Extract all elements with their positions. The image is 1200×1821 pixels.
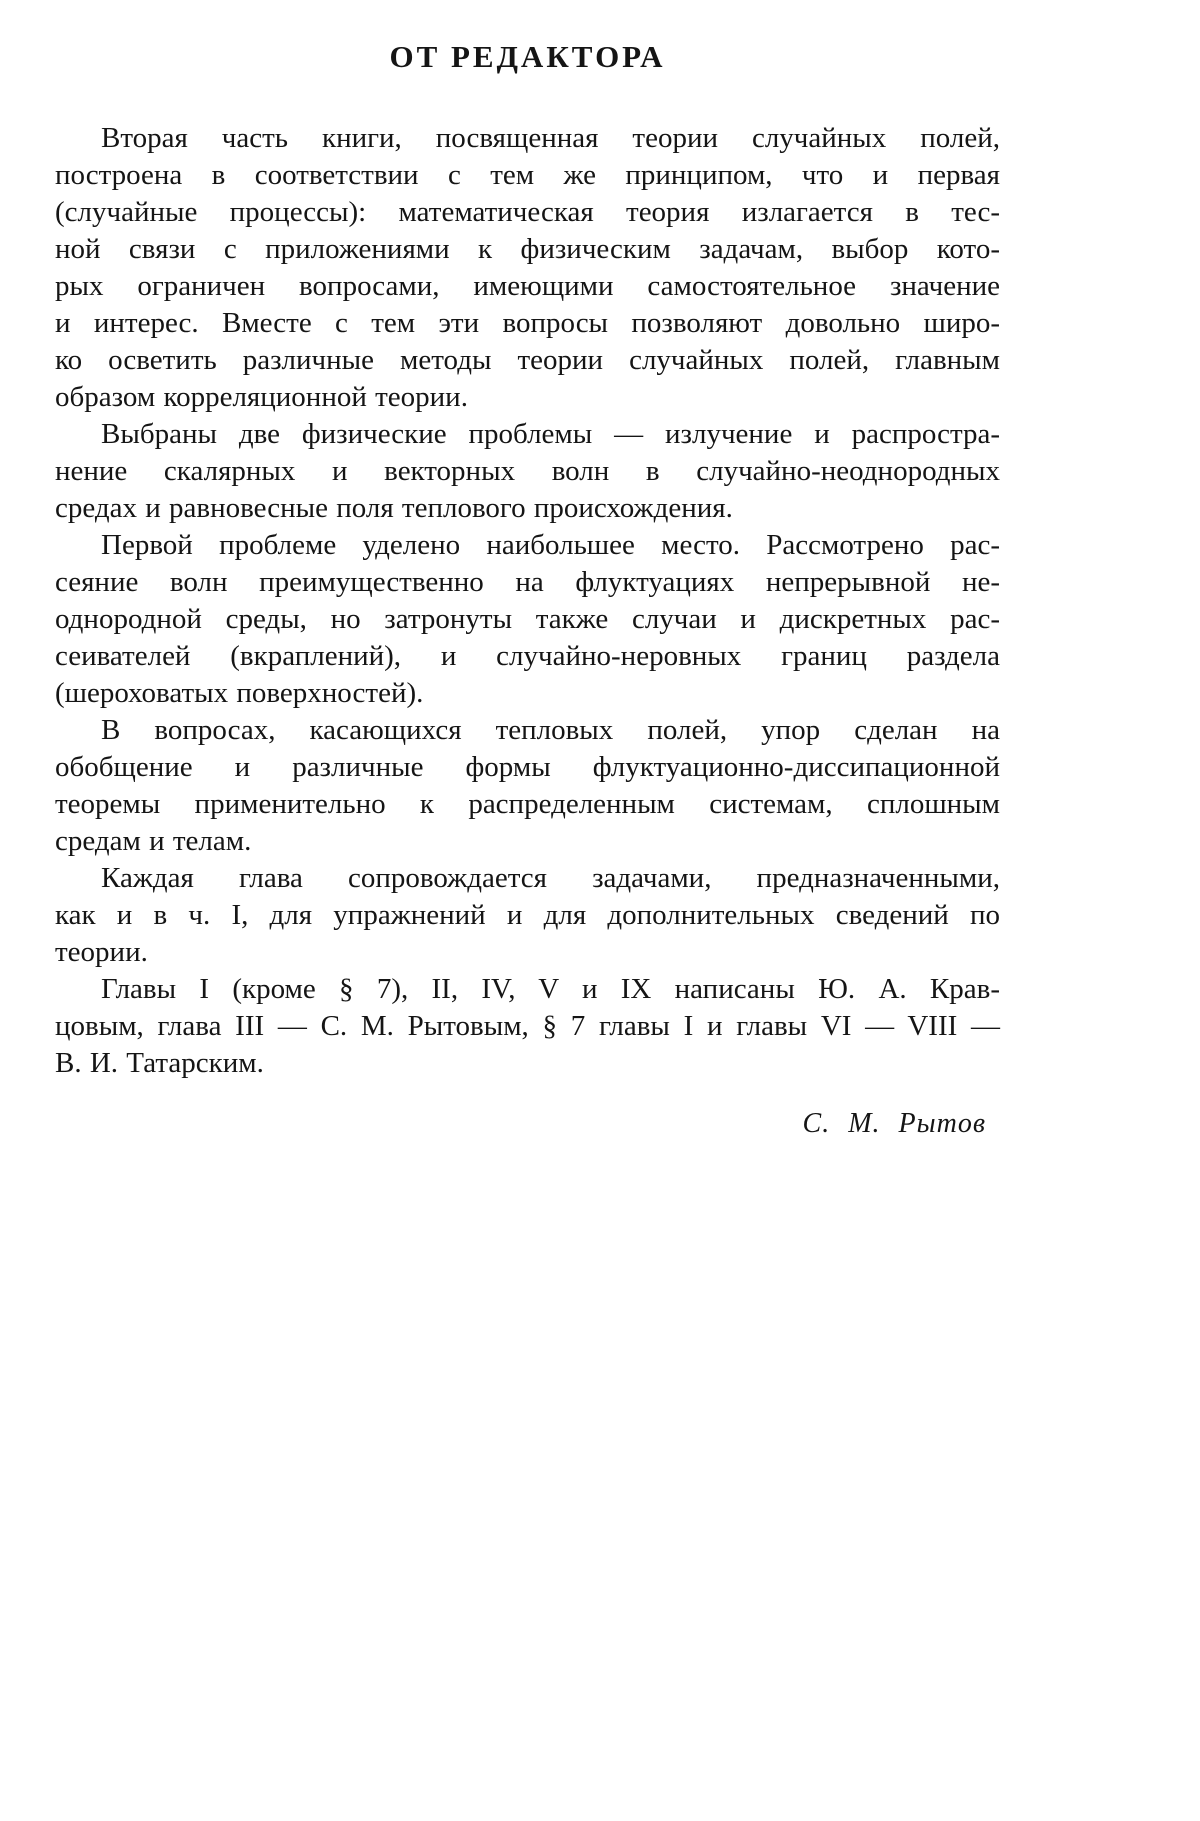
text-line: Главы I (кроме § 7), II, IV, V и IX написаны Ю. А. Крав- xyxy=(101,973,1000,1005)
text-line: обобщение и различные формы флуктуационно-диссипационной xyxy=(55,751,1000,783)
text-line: сеивателей (вкраплений), и случайно-неровных границ раздела xyxy=(55,640,1000,672)
text-line: Вторая часть книги, посвященная теории случайных полей, xyxy=(101,122,1000,154)
paragraph xyxy=(55,712,1000,860)
text-line: средам и телам. xyxy=(55,825,252,857)
text-line: нение скалярных и векторных волн в случайно-неоднородных xyxy=(55,455,1000,487)
preface-body xyxy=(55,120,1000,1082)
text-line: В вопросах, касающихся тепловых полей, упор сделан на xyxy=(101,714,1000,746)
paragraph xyxy=(55,120,1000,416)
text-line: рых ограничен вопросами, имеющими самостоятельное значение xyxy=(55,270,1000,302)
editor-signature: С. М. Рытов xyxy=(802,1108,986,1139)
text-line: образом корреляционной теории. xyxy=(55,381,468,413)
text-line: Первой проблеме уделено наибольшее место. Рассмотрено рас- xyxy=(101,529,1000,561)
text-line: средах и равновесные поля теплового происхождения. xyxy=(55,492,733,524)
paragraph xyxy=(55,416,1000,527)
text-line: как и в ч. I, для упражнений и для дополнительных сведений по xyxy=(55,899,1000,931)
text-line: теории. xyxy=(55,936,148,968)
text-line: ной связи с приложениями к физическим задачам, выбор кото- xyxy=(55,233,1000,265)
paragraph xyxy=(55,527,1000,712)
page-title: ОТ РЕДАКТОРА xyxy=(389,39,666,74)
text-line: (шероховатых поверхностей). xyxy=(55,677,424,709)
text-line: построена в соответствии с тем же принципом, что и первая xyxy=(55,159,1000,191)
paragraph xyxy=(55,971,1000,1082)
text-line: ко осветить различные методы теории случайных полей, главным xyxy=(55,344,1000,376)
book-page xyxy=(55,40,1000,1140)
paragraph xyxy=(55,860,1000,971)
text-line: сеяние волн преимущественно на флуктуациях непрерывной не- xyxy=(55,566,1000,598)
text-line: В. И. Татарским. xyxy=(55,1047,264,1079)
text-line: теоремы применительно к распределенным системам, сплошным xyxy=(55,788,1000,820)
text-line: однородной среды, но затронуты также случаи и дискретных рас- xyxy=(55,603,1000,635)
text-line: и интерес. Вместе с тем эти вопросы позволяют довольно широ- xyxy=(55,307,1000,339)
text-line: Выбраны две физические проблемы — излучение и распростра- xyxy=(101,418,1000,450)
text-line: цовым, глава III — С. М. Рытовым, § 7 главы I и главы VI — VIII — xyxy=(55,1010,1000,1042)
text-line: (случайные процессы): математическая теория излагается в тес- xyxy=(55,196,1000,228)
text-line: Каждая глава сопровождается задачами, предназначенными, xyxy=(101,862,1000,894)
